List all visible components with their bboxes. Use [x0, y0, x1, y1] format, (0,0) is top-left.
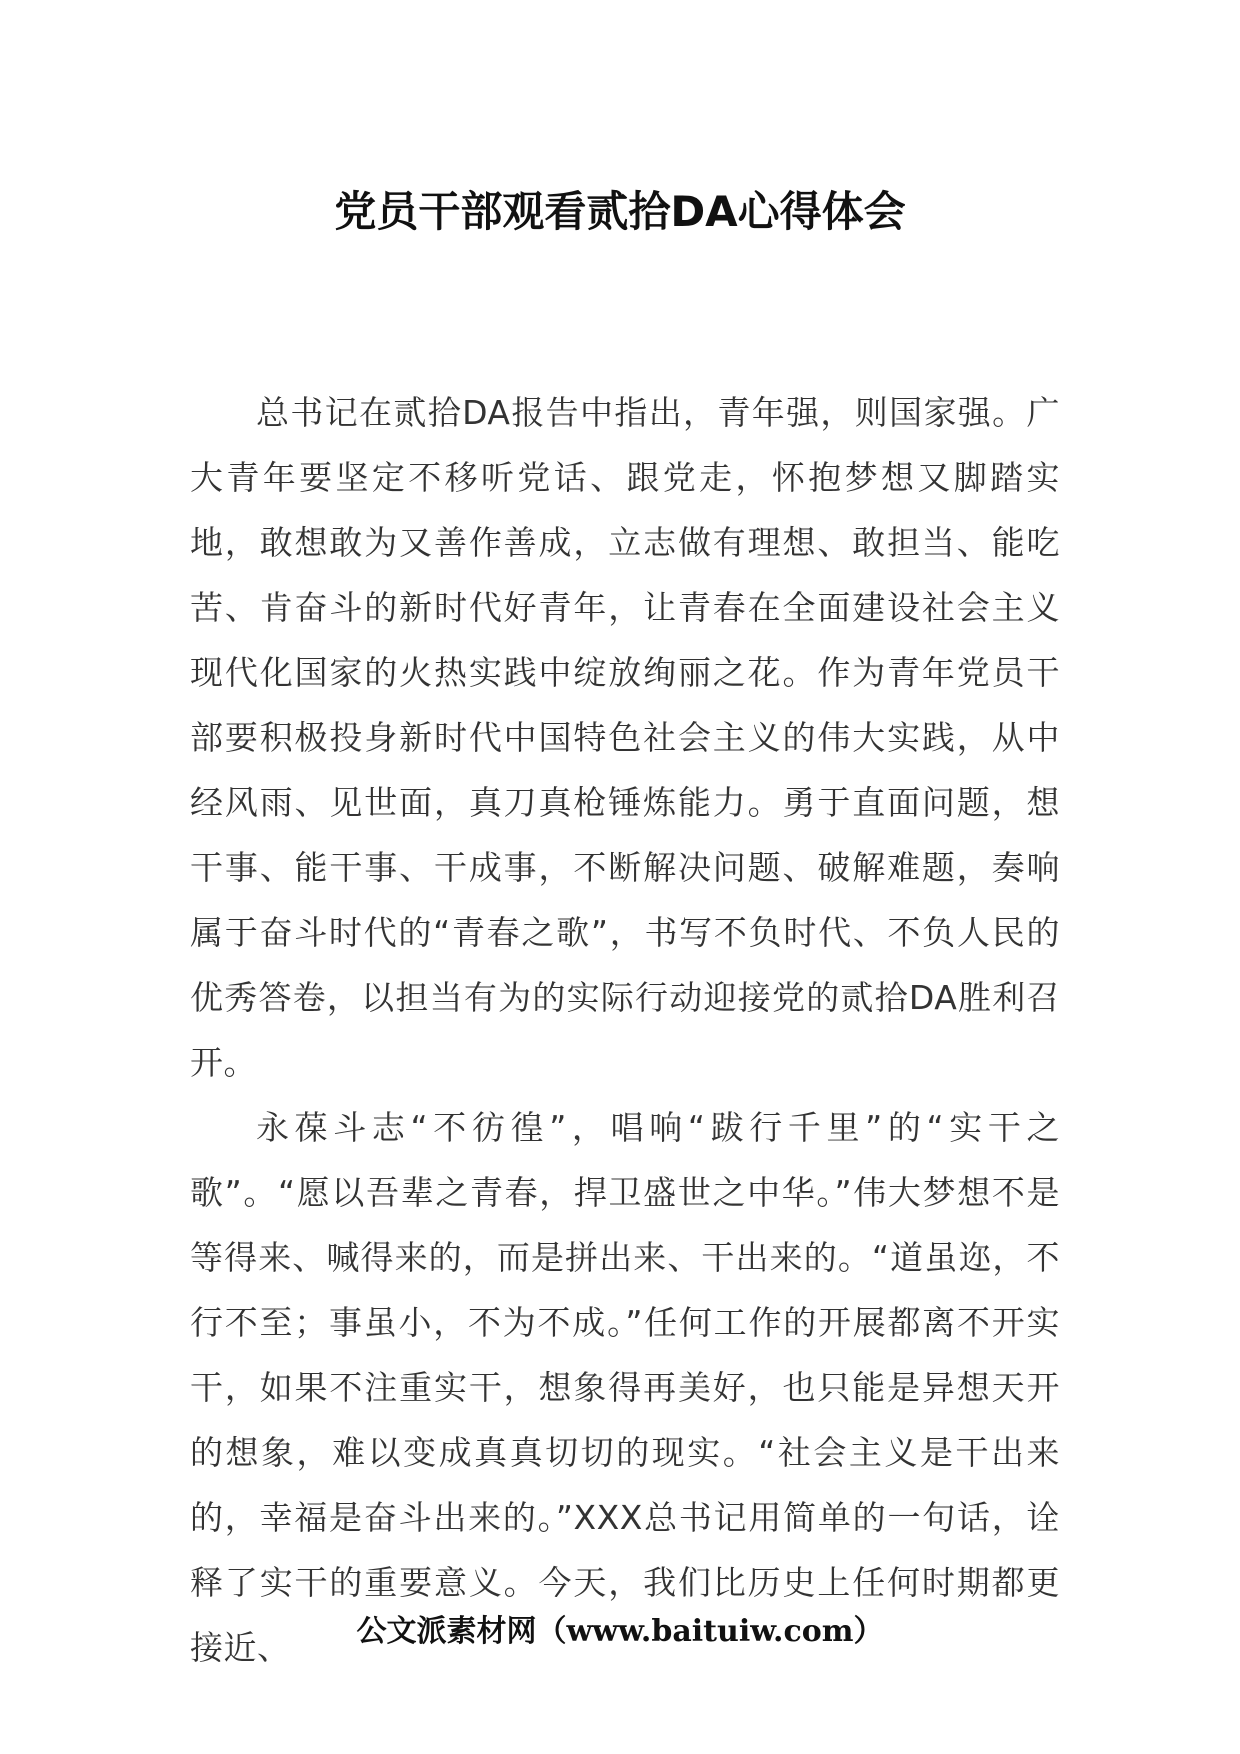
paragraph-1: 总书记在贰拾DA报告中指出，青年强，则国家强。广大青年要坚定不移听党话、跟党走，怀抱梦想又脚踏实地，敢想敢为又善作善成，立志做有理想、敢担当、能吃苦、肯奋斗的新时代好青年，让青春在全面建设社会主义现代化国家的火热实践中绽放绚丽之花。作为青年党员干部要积极投身新时代中国特色社会主义的伟大实践，从中经风雨、见世面，真刀真枪锤炼能力。勇于直面问题，想干事、能干事、干成事，不断解决问题、破解难题，奏响属于奋斗时代的“青春之歌”，书写不负时代、不负人民的优秀答卷，以担当有为的实际行动迎接党的贰拾DA胜利召开。: [190, 393, 1060, 1082]
document-title: 党员干部观看贰拾DA心得体会: [334, 187, 906, 236]
page-footer-watermark: 公文派素材网（www.baituiw.com）: [356, 1614, 884, 1649]
document-body: [190, 380, 1060, 1680]
paragraph-2: 永葆斗志“不彷徨”，唱响“跋行千里”的“实干之歌”。“愿以吾辈之青春，捍卫盛世之中华。”伟大梦想不是等得来、喊得来的，而是拼出来、干出来的。“道虽迩，不行不至；事虽小，不为不成。”任何工作的开展都离不开实干，如果不注重实干，想象得再美好，也只能是异想天开的想象，难以变成真真切切的现实。“社会主义是干出来的，幸福是奋斗出来的。”XXX总书记用简单的一句话，诠释了实干的重要意义。今天，我们比历史上任何时期都更接近、: [190, 1108, 1060, 1667]
